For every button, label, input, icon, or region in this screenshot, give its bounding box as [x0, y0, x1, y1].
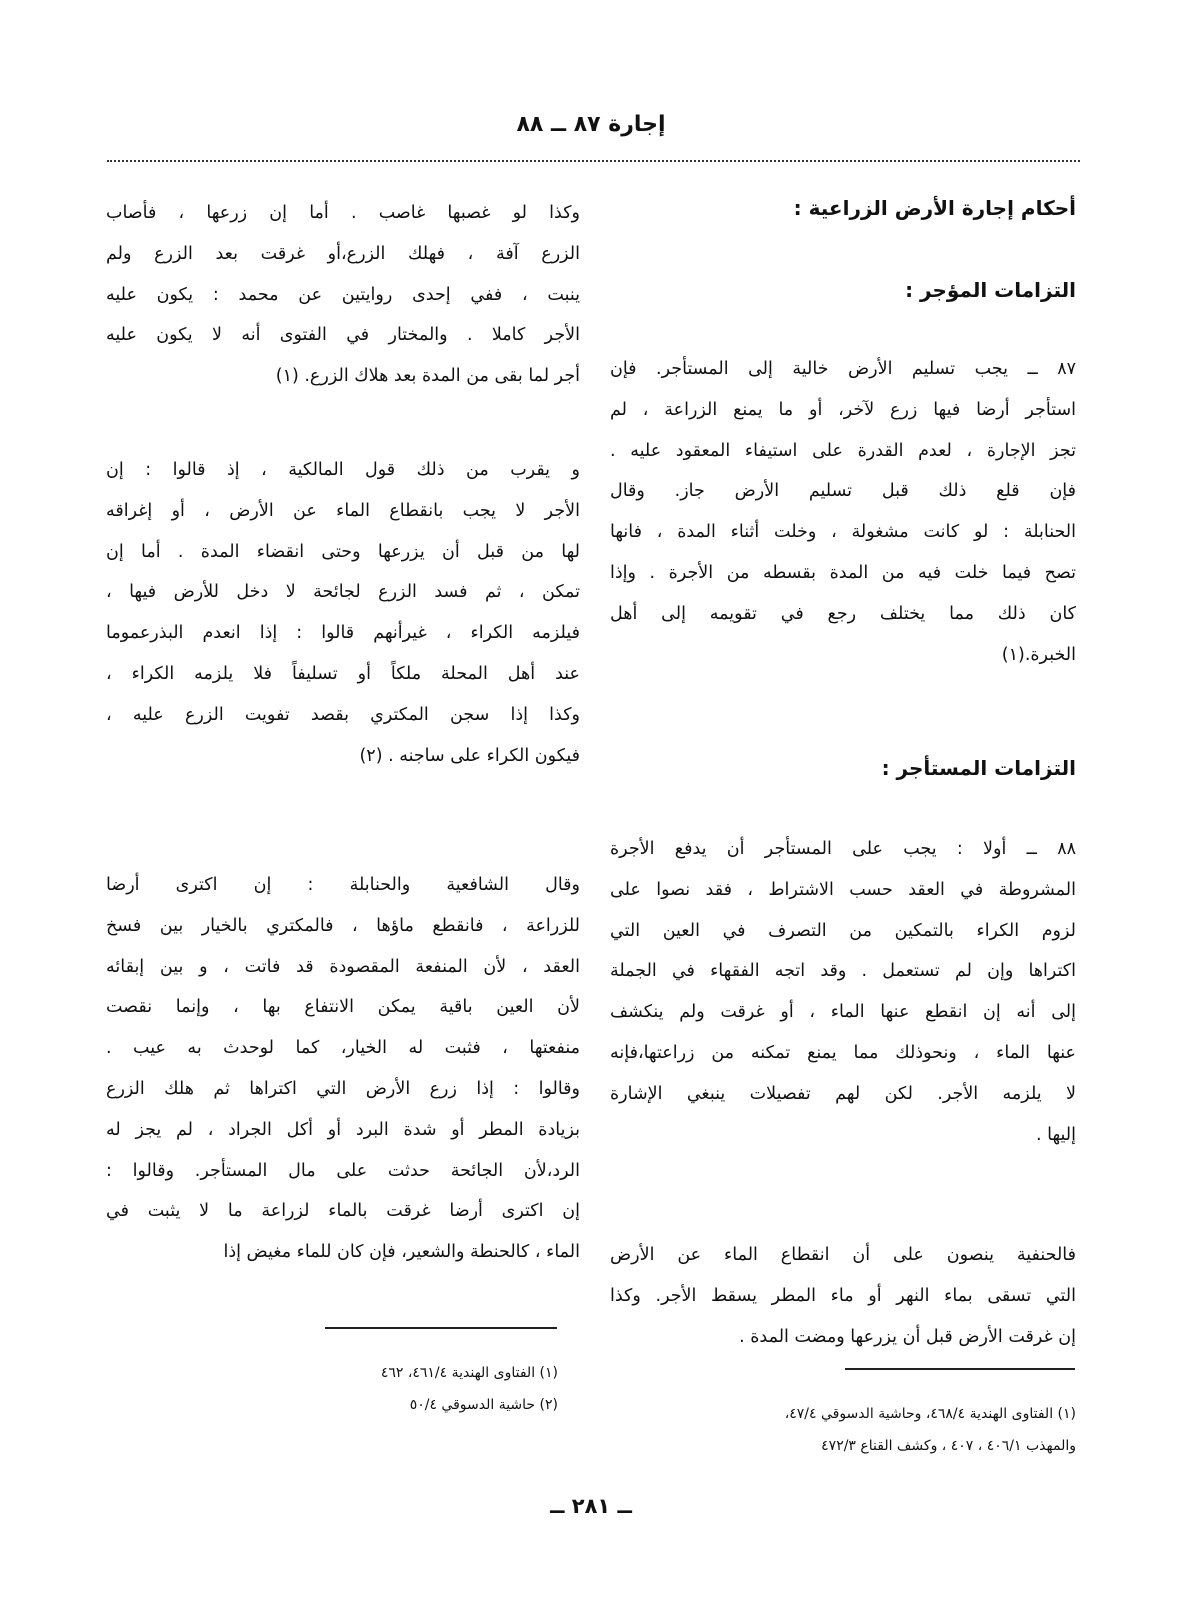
text-line: اكتراها وإن لم تستعمل . وقد اتجه الفقهاء في الجملة [610, 961, 1076, 982]
text-line: العقد ، لأن المنفعة المقصودة قد فاتت ، و بين إبقائه [106, 956, 580, 977]
text-line: ينبت ، ففي إحدى روايتين عن محمد : يكون عليه [106, 284, 580, 305]
text-line: لها من قبل أن يزرعها وحتى انقضاء المدة . أما إن [106, 541, 580, 562]
paragraph-87 [610, 349, 1076, 675]
text-line: تجز الإجارة ، لعدم القدرة على استيفاء المعقود عليه . [610, 440, 1076, 461]
text-line: الأجر لا يجب بانقطاع الماء عن الأرض ، أو إغراقه [106, 500, 580, 521]
text-line: إليها . [1036, 1124, 1076, 1145]
text-line: والمهذب ٤٠٦/١ ، ٤٠٧ ، وكشف القناع ٤٧٢/٣ [821, 1438, 1076, 1454]
paragraph-left-maliki [106, 450, 580, 776]
text-line: و يقرب من ذلك قول المالكية ، إذ قالوا : إن [106, 460, 580, 480]
text-line: (١) الفتاوى الهندية ٤٦٨/٤، وحاشية الدسوقي ٤٧/٤، [784, 1406, 1076, 1422]
footnote-rule-left [325, 1327, 557, 1329]
text-line: وقال الشافعية والحنابلة : إن اكترى أرضا [106, 875, 580, 895]
text-line: (١) الفتاوى الهندية ٤٦١/٤، ٤٦٢ [380, 1365, 558, 1381]
text-line: المشروطة في العقد حسب الاشتراط ، فقد نصوا على [610, 879, 1076, 900]
text-line: التي تسقى بماء النهر أو ماء المطر يسقط الأجر. وكذا [610, 1285, 1076, 1306]
text-line: لا يلزمه الأجر. لكن لهم تفصيلات ينبغي الإشارة [610, 1083, 1076, 1104]
text-line: الخبرة.(١) [1001, 644, 1076, 665]
text-line: تصح فيما خلت فيه من المدة بقسطه من الأجرة . وإذا [610, 562, 1076, 583]
text-line: كان ذلك مما يختلف رجع في تقويمه إلى أهل [610, 603, 1076, 624]
text-line: إن غرقت الأرض قبل أن يزرعها ومضت المدة . [739, 1326, 1076, 1347]
text-line: فإن قلع ذلك قبل تسليم الأرض جاز. وقال [610, 481, 1076, 502]
text-line: عند أهل المحلة ملكاً أو تسليفاً فلا يلزمه الكراء ، [106, 663, 580, 684]
text-line: منفعتها ، فثبت له الخيار، كما لوحدث به عيب . [106, 1038, 580, 1059]
text-line: الزرع آفة ، فهلك الزرع،أو غرقت بعد الزرع ولم [106, 243, 580, 264]
text-line: الرد،لأن الجائحة حدثت على مال المستأجر. وقالوا : [106, 1160, 580, 1181]
text-line: فالحنفية ينصون على أن انقطاع الماء عن الأرض [610, 1245, 1076, 1265]
paragraph-left-shafii [106, 865, 580, 1273]
page-number: ــ ٢٨١ ــ [550, 1494, 632, 1518]
text-line: وكذا لو غصبها غاصب . أما إن زرعها ، فأصاب [106, 203, 580, 223]
text-line: لأن العين باقية يمكن الانتفاع بها ، وإنما نقصت [106, 997, 580, 1018]
text-line: للزراعة ، فانقطع ماؤها ، فالمكتري بالخيار بين فسخ [106, 915, 580, 936]
subheading-lessee-obligations: التزامات المستأجر : [881, 756, 1076, 780]
text-line: تمكن ، ثم فسد الزرع لجائحة لا دخل للأرض فيها ، [106, 582, 580, 603]
text-line: فيكون الكراء على ساجنه . (٢) [359, 745, 580, 766]
footnotes-right [610, 1398, 1076, 1462]
text-line: ٨٧ ــ يجب تسليم الأرض خالية إلى المستأجر. فإن [610, 359, 1076, 379]
text-line: ٨٨ ــ أولا : يجب على المستأجر أن يدفع الأجرة [610, 839, 1076, 859]
section-heading-agricultural-lease: أحكام إجارة الأرض الزراعية : [793, 196, 1076, 220]
running-header: إجارة ٨٧ ــ ٨٨ [516, 112, 666, 137]
text-line: عنها الماء ، ونحوذلك مما يمنع تمكنه من زراعتها،فإنه [610, 1042, 1076, 1063]
text-line: وقالوا : إذا زرع الأرض التي اكتراها ثم هلك الزرع [106, 1078, 580, 1099]
text-line: استأجر أرضا فيها زرع لآخر، أو ما يمنع الزراعة ، لم [610, 399, 1076, 420]
text-line: الماء ، كالحنطة والشعير، فإن كان للماء مغيض إذا [223, 1242, 580, 1263]
header-dotted-divider [107, 160, 1080, 162]
text-line: الأجر كاملا . والمختار في الفتوى أنه لا يكون عليه [106, 325, 580, 346]
text-line: أجر لما بقى من المدة بعد هلاك الزرع. (١) [275, 366, 580, 387]
text-line: الحنابلة : لو كانت مشغولة ، وخلت أثناء المدة ، فانها [610, 522, 1076, 543]
text-line: وكذا إذا سجن المكتري بقصد تفويت الزرع عليه ، [106, 704, 580, 725]
subheading-lessor-obligations: التزامات المؤجر : [905, 278, 1076, 302]
text-line: بزيادة المطر أو شدة البرد أو أكل الجراد ، لم يجز له [106, 1119, 580, 1140]
paragraph-left-1 [106, 193, 580, 397]
paragraph-hanafi [610, 1235, 1076, 1357]
text-line: إن اكترى أرضا غرقت بالماء لزراعة ما لا يثبت في [106, 1201, 580, 1222]
text-line: (٢) حاشية الدسوقي ٥٠/٤ [409, 1397, 558, 1413]
text-line: لزوم الكراء بالتمكين من التصرف في العين التي [610, 920, 1076, 941]
paragraph-88 [610, 829, 1076, 1155]
footnote-rule-right [845, 1368, 1075, 1370]
footnotes-left [106, 1357, 558, 1421]
text-line: إلى أنه إن انقطع عنها الماء ، أو غرقت ولم ينكشف [610, 1002, 1076, 1023]
text-line: فيلزمه الكراء ، غيرأنهم قالوا : إذا انعدم البذرعموما [106, 623, 580, 644]
